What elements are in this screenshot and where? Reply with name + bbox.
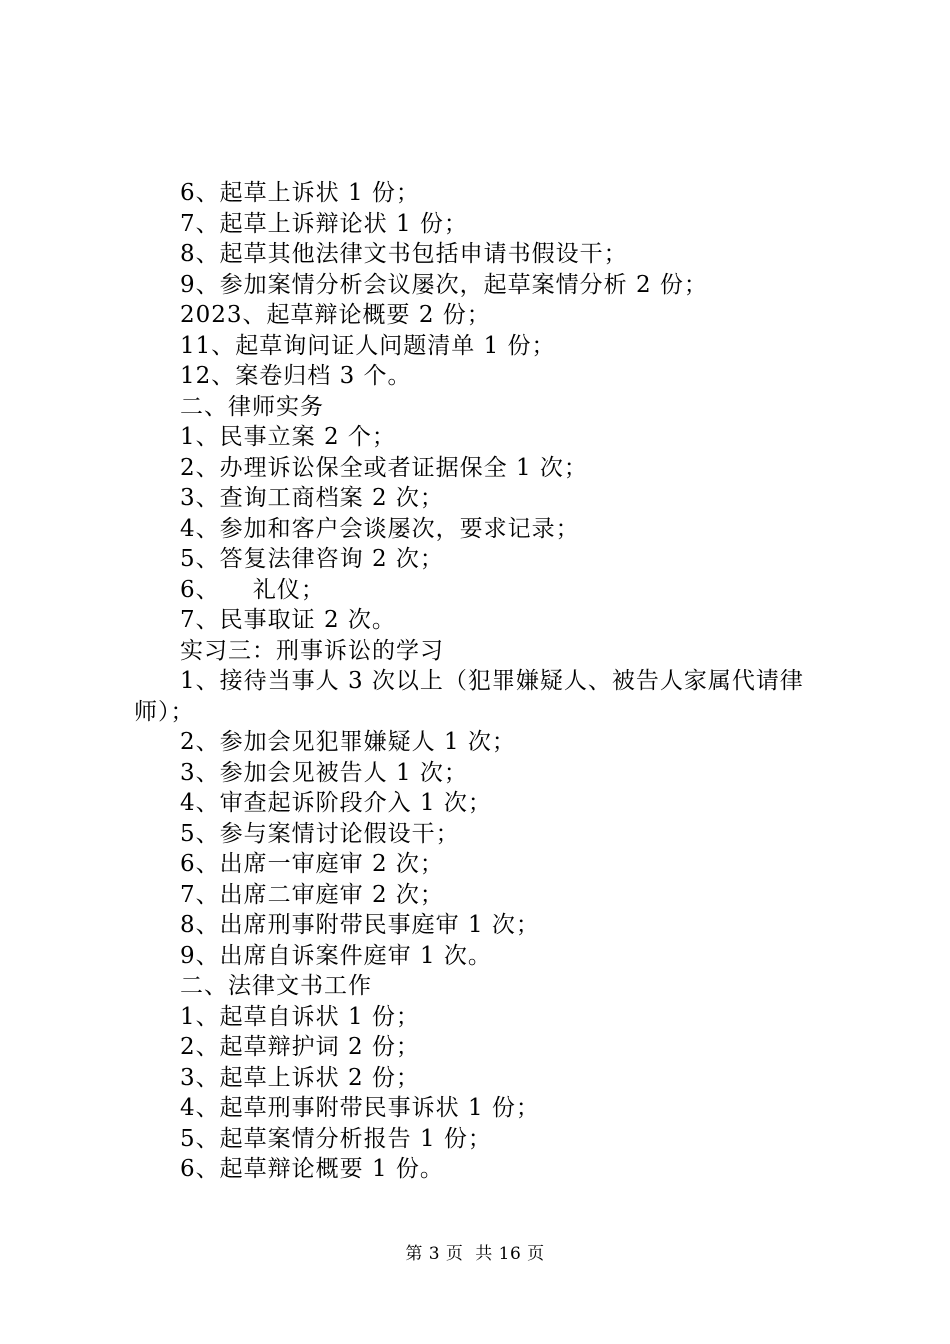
section-heading: 二、法律文书工作 [180,973,372,999]
list-item: 2、办理诉讼保全或者证据保全 1 次； [180,454,588,481]
list-item: 1、民事立案 2 个； [180,424,396,450]
list-item: 4、审查起诉阶段介入 1 次； [180,790,492,816]
list-item: 9、出席自诉案件庭审 1 次。 [180,942,492,969]
list-item: 5、参与案情讨论假设干； [180,820,460,847]
list-item: 1、接待当事人 3 次以上（犯罪嫌疑人、被告人家属代请律 [180,668,804,694]
list-item: 8、起草其他法律文书包括申请书假设干； [180,241,628,267]
list-item: 2、参加会见犯罪嫌疑人 1 次； [180,729,516,755]
list-item: 2023、起草辩论概要 2 份； [180,302,491,328]
list-item: 8、出席刑事附带民事庭审 1 次； [180,912,540,938]
list-item: 9、参加案情分析会议屡次，起草案情分析 2 份； [180,271,708,298]
list-item: 6、起草辩论概要 1 份。 [180,1156,444,1182]
list-item: 6、 礼仪； [180,576,325,603]
list-item: 4、起草刑事附带民事诉状 1 份； [180,1095,540,1121]
list-item: 7、民事取证 2 次。 [180,607,396,633]
list-item: 3、查询工商档案 2 次； [180,485,444,511]
list-item: 7、出席二审庭审 2 次； [180,881,444,908]
list-item: 7、起草上诉辩论状 1 份； [180,210,468,237]
list-item: 6、出席一审庭审 2 次； [180,851,444,877]
list-item: 11、起草询问证人问题清单 1 份； [180,332,556,359]
section-heading: 二、律师实务 [180,393,324,420]
list-item: 6、起草上诉状 1 份； [180,180,420,206]
page-footer [0,1243,950,1265]
list-item: 4、参加和客户会谈屡次，要求记录； [180,515,580,542]
page-number-label: 第 3 页 共 16 页 [405,1244,545,1264]
list-item: 3、起草上诉状 2 份； [180,1064,420,1091]
list-item: 1、起草自诉状 1 份； [180,1003,420,1030]
document-body [134,178,834,1185]
list-item: 5、起草案情分析报告 1 份； [180,1125,492,1152]
list-item: 5、答复法律咨询 2 次； [180,546,444,572]
list-item: 2、起草辩护词 2 份； [180,1034,420,1060]
list-item-continuation: 师）； [134,698,195,725]
section-heading: 实习三：刑事诉讼的学习 [180,637,444,664]
list-item: 3、参加会见被告人 1 次； [180,759,468,786]
list-item: 12、案卷归档 3 个。 [180,363,412,389]
